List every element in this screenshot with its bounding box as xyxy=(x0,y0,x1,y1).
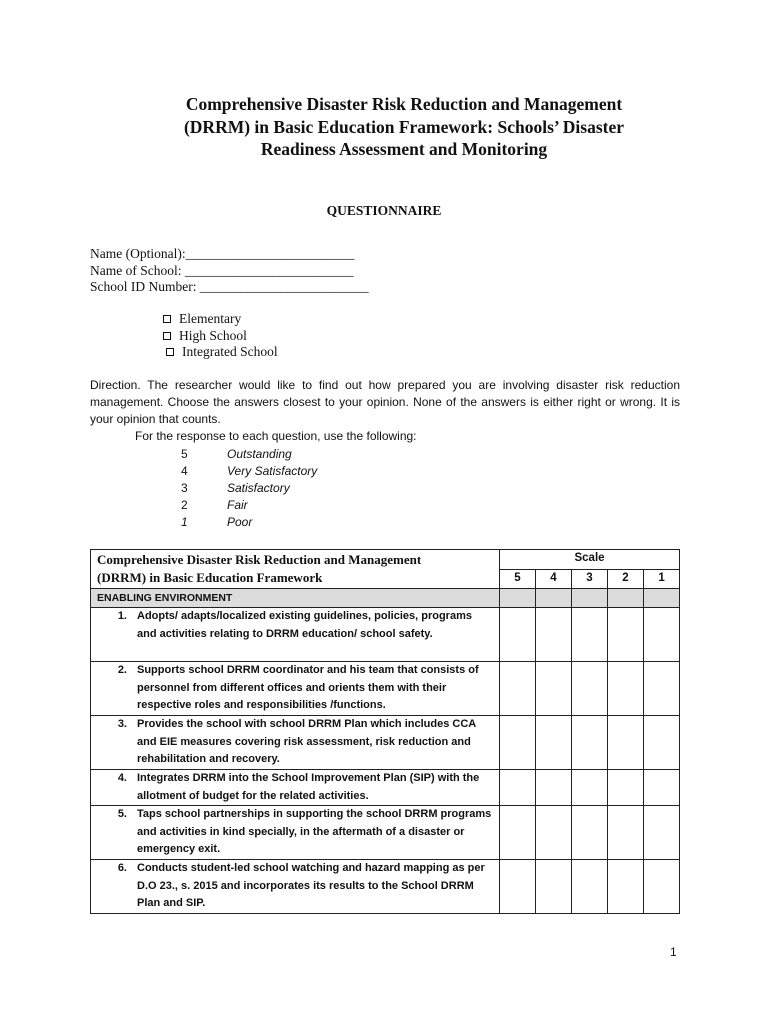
scale-value: 2 xyxy=(181,498,188,512)
table-row xyxy=(91,716,680,770)
scale-label: Outstanding xyxy=(227,447,292,461)
scale-column-1: 1 xyxy=(644,569,680,589)
table-header-title xyxy=(91,550,500,589)
title-line-3: Readiness Assessment and Monitoring xyxy=(260,139,548,159)
section-heading: ENABLING ENVIRONMENT xyxy=(91,589,500,608)
rating-cell-3[interactable] xyxy=(572,860,608,914)
item-number: 5. xyxy=(117,808,127,820)
direction-paragraph: Direction. The researcher would like to find out how prepared you are involving disaster risk reduction management. Choose the answers closest to your opinion. None of the answers is either right or wrong. It is your opinion that counts. xyxy=(90,378,680,426)
section-blank-cell xyxy=(608,589,644,608)
rating-cell-1[interactable] xyxy=(644,716,680,770)
scale-label: Satisfactory xyxy=(227,481,290,495)
table-row xyxy=(91,806,680,860)
item-text: Conducts student-led school watching and hazard mapping as per D.O 23., s. 2015 and incorporates its results to the School DRRM Plan and SIP. xyxy=(137,862,485,909)
scale-column-2: 2 xyxy=(608,569,644,589)
rating-cell-3[interactable] xyxy=(572,662,608,716)
option-label: High School xyxy=(179,327,247,343)
scale-instruction: For the response to each question, use the following: xyxy=(135,429,417,443)
scale-row xyxy=(181,514,317,531)
item-cell xyxy=(91,770,500,806)
scale-value: 5 xyxy=(181,447,188,461)
rating-cell-2[interactable] xyxy=(608,608,644,662)
rating-cell-5[interactable] xyxy=(500,716,536,770)
option-label: Elementary xyxy=(179,311,242,326)
title-line-2: (DRRM) in Basic Education Framework: Schools’ Disaster xyxy=(183,116,625,137)
page-number: 1 xyxy=(670,945,677,959)
scale-row xyxy=(181,446,317,463)
scale-column-4: 4 xyxy=(536,569,572,589)
checkbox-icon[interactable] xyxy=(166,348,174,356)
rating-cell-5[interactable] xyxy=(500,860,536,914)
respondent-fields xyxy=(90,246,369,296)
item-text: Supports school DRRM coordinator and his team that consists of personnel from different offices and orients them with their respective roles and responsibilities /functions. xyxy=(137,664,479,711)
section-blank-cell xyxy=(500,589,536,608)
item-cell xyxy=(91,608,500,662)
school-level-options xyxy=(163,311,278,361)
rating-cell-4[interactable] xyxy=(536,662,572,716)
item-number: 4. xyxy=(117,772,127,784)
rating-cell-5[interactable] xyxy=(500,770,536,806)
document-title xyxy=(100,93,708,161)
rating-cell-1[interactable] xyxy=(644,662,680,716)
rating-cell-3[interactable] xyxy=(572,716,608,770)
name-field[interactable]: Name (Optional):_________________________ xyxy=(90,246,355,261)
item-text: Adopts/ adapts/localized existing guidelines, policies, programs and activities relating to DRRM education/ school safety. xyxy=(137,610,472,640)
rating-cell-2[interactable] xyxy=(608,860,644,914)
rating-cell-5[interactable] xyxy=(500,608,536,662)
rating-cell-2[interactable] xyxy=(608,716,644,770)
option-elementary[interactable] xyxy=(163,311,278,328)
assessment-table xyxy=(90,549,680,914)
rating-cell-2[interactable] xyxy=(608,806,644,860)
scale-value: 1 xyxy=(181,515,188,529)
item-number: 1. xyxy=(117,610,127,622)
questionnaire-heading: QUESTIONNAIRE xyxy=(326,203,442,218)
scale-column-5: 5 xyxy=(500,569,536,589)
section-blank-cell xyxy=(572,589,608,608)
rating-cell-1[interactable] xyxy=(644,860,680,914)
rating-cell-3[interactable] xyxy=(572,806,608,860)
rating-scale-legend xyxy=(181,446,317,531)
item-cell xyxy=(91,716,500,770)
item-number: 2. xyxy=(117,664,127,676)
item-cell xyxy=(91,662,500,716)
rating-cell-3[interactable] xyxy=(572,770,608,806)
school-name-field[interactable]: Name of School: _________________________ xyxy=(90,262,354,278)
item-number: 6. xyxy=(117,862,127,874)
school-id-field[interactable]: School ID Number: _________________________ xyxy=(90,279,369,294)
header-line-2: (DRRM) in Basic Education Framework xyxy=(97,570,323,585)
scale-value: 3 xyxy=(181,481,188,495)
item-text: Integrates DRRM into the School Improvement Plan (SIP) with the allotment of budget for the related activities. xyxy=(137,772,480,802)
checkbox-icon[interactable] xyxy=(163,315,171,323)
scale-row xyxy=(181,480,317,497)
option-high-school[interactable] xyxy=(163,328,278,345)
rating-cell-2[interactable] xyxy=(608,770,644,806)
rating-cell-1[interactable] xyxy=(644,806,680,860)
item-cell xyxy=(91,806,500,860)
table-row xyxy=(91,662,680,716)
section-blank-cell xyxy=(536,589,572,608)
item-text: Taps school partnerships in supporting the school DRRM programs and activities in kind specially, in the aftermath of a disaster or emergency exit. xyxy=(137,808,492,855)
scale-header: Scale xyxy=(500,550,680,570)
rating-cell-1[interactable] xyxy=(644,770,680,806)
rating-cell-5[interactable] xyxy=(500,806,536,860)
checkbox-icon[interactable] xyxy=(163,332,171,340)
option-integrated-school[interactable] xyxy=(166,344,278,361)
scale-label: Poor xyxy=(227,515,253,529)
rating-cell-1[interactable] xyxy=(644,608,680,662)
item-cell xyxy=(91,860,500,914)
item-number: 3. xyxy=(117,718,127,730)
option-label: Integrated School xyxy=(182,344,278,359)
scale-label: Very Satisfactory xyxy=(227,464,318,478)
scale-row xyxy=(181,463,317,480)
item-text: Provides the school with school DRRM Plan which includes CCA and EIE measures covering risk assessment, risk reduction and rehabilitation and recovery. xyxy=(137,718,476,765)
scale-column-3: 3 xyxy=(572,569,608,589)
rating-cell-5[interactable] xyxy=(500,662,536,716)
scale-value: 4 xyxy=(181,464,188,478)
rating-cell-4[interactable] xyxy=(536,806,572,860)
scale-row xyxy=(181,497,317,514)
rating-cell-2[interactable] xyxy=(608,662,644,716)
title-line-1: Comprehensive Disaster Risk Reduction and Management xyxy=(185,94,623,114)
scale-label: Fair xyxy=(227,498,248,512)
header-line-1: Comprehensive Disaster Risk Reduction and Management xyxy=(97,552,422,567)
rating-cell-4[interactable] xyxy=(536,608,572,662)
table-row xyxy=(91,608,680,662)
rating-cell-3[interactable] xyxy=(572,608,608,662)
rating-cell-4[interactable] xyxy=(536,716,572,770)
section-blank-cell xyxy=(644,589,680,608)
rating-cell-4[interactable] xyxy=(536,770,572,806)
rating-cell-4[interactable] xyxy=(536,860,572,914)
table-row xyxy=(91,770,680,806)
table-row xyxy=(91,860,680,914)
